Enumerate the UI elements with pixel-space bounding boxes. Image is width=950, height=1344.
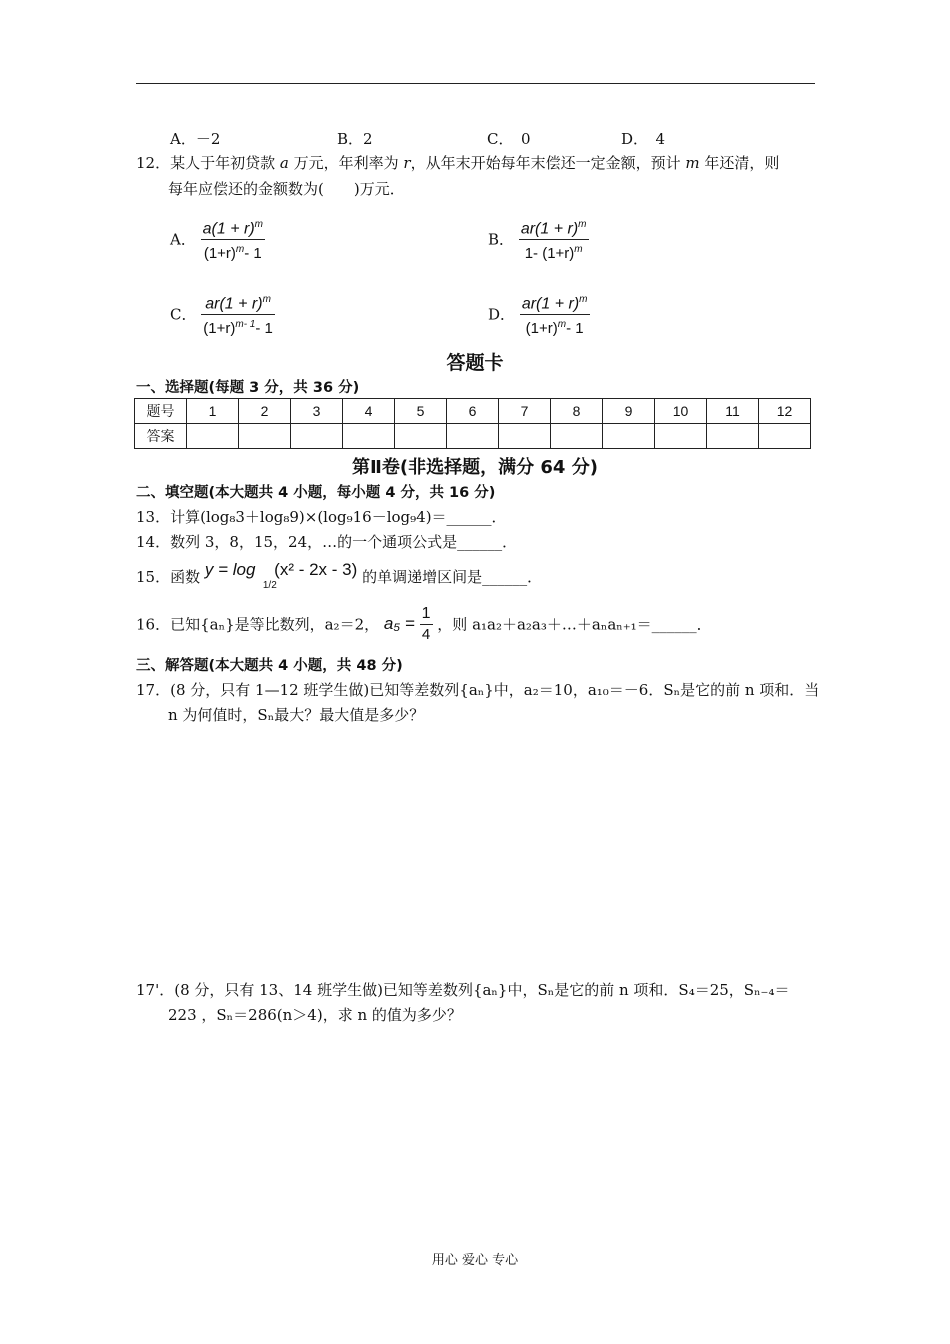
grid-number-cell: 5 <box>395 399 447 424</box>
section-3-heading: 三、解答题(本大题共 4 小题，共 48 分) <box>136 658 403 674</box>
q12-option-c-fraction: $\frac{ar(1 + r)^m}{(1+r)^{m- 1}- 1}$ <box>201 289 275 339</box>
page-footer: 用心 爱心 专心 <box>431 1253 519 1268</box>
answer-cell[interactable] <box>291 424 343 449</box>
q12-option-a-fraction: $\frac{a(1 + r)^m}{(1+r)^m- 1}$ <box>201 214 265 264</box>
answer-cell[interactable] <box>707 424 759 449</box>
answer-cell[interactable] <box>187 424 239 449</box>
q11-option-b: B．2 <box>337 130 373 148</box>
q16-a5: a₅ = <box>383 614 415 633</box>
grid-number-cell: 8 <box>551 399 603 424</box>
q11-option-c: C． 0 <box>487 130 531 148</box>
grid-number-cell: 3 <box>291 399 343 424</box>
grid-number-cell: 2 <box>239 399 291 424</box>
q15-log-base: 1/2 <box>262 580 277 591</box>
answer-cell[interactable] <box>499 424 551 449</box>
q12-option-d: D． $\frac{ar(1 + r)^m}{(1+r)^m- 1}$ <box>488 289 590 339</box>
answer-grid-answer-row <box>135 424 811 449</box>
answer-grid-number-row <box>135 399 811 424</box>
grid-number-cell: 9 <box>603 399 655 424</box>
q12-option-c: C． $\frac{ar(1 + r)^m}{(1+r)^{m- 1}- 1}$ <box>170 289 275 339</box>
q12-line2: 每年应偿还的金额数为( )万元． <box>168 180 405 198</box>
question-15: 15．函数 y = log 1/2 (x² - 2x - 3) 的单调递增区间是______． <box>136 560 543 591</box>
grid-number-cell: 10 <box>655 399 707 424</box>
answer-cell[interactable] <box>447 424 499 449</box>
grid-number-cell: 12 <box>759 399 811 424</box>
q12-option-d-fraction: $\frac{ar(1 + r)^m}{(1+r)^m- 1}$ <box>520 289 590 339</box>
answer-cell[interactable] <box>395 424 447 449</box>
part-2-title: 第Ⅱ卷(非选择题，满分 64 分) <box>352 457 598 478</box>
grid-number-cell: 7 <box>499 399 551 424</box>
q15-log-formula: y = log <box>204 560 256 579</box>
answer-cell[interactable] <box>551 424 603 449</box>
answer-card-title: 答题卡 <box>446 352 504 374</box>
grid-header-answer: 答案 <box>135 424 187 449</box>
section-2-heading: 二、填空题(本大题共 4 小题，每小题 4 分，共 16 分) <box>136 485 496 501</box>
q12-option-a: A． $\frac{a(1 + r)^m}{(1+r)^m- 1}$ <box>170 214 265 264</box>
q12-option-b-fraction: $\frac{ar(1 + r)^m}{1- (1+r)^m}$ <box>519 214 589 264</box>
section-1-heading: 一、选择题(每题 3 分，共 36 分) <box>136 380 360 396</box>
header-rule <box>136 83 815 84</box>
question-17p-line2: 223 ，Sₙ＝286(n＞4)，求 n 的值为多少？ <box>168 1006 462 1024</box>
grid-number-cell: 4 <box>343 399 395 424</box>
answer-cell[interactable] <box>343 424 395 449</box>
answer-grid <box>134 398 811 449</box>
answer-cell[interactable] <box>603 424 655 449</box>
question-13: 13．计算(log₈3＋log₈9)×(log₉16－log₉4)＝______． <box>136 508 507 526</box>
grid-number-cell: 6 <box>447 399 499 424</box>
question-17p-line1: 17'．(8 分，只有 13、14 班学生做)已知等差数列{aₙ}中，Sₙ是它的前 n 项和．S₄＝25，Sₙ₋₄＝ <box>136 981 790 999</box>
q16-fraction: $\frac{1}{4}$ <box>421 605 431 643</box>
grid-number-cell: 11 <box>707 399 759 424</box>
q12-option-b: B． $\frac{ar(1 + r)^m}{1- (1+r)^m}$ <box>488 214 589 264</box>
question-14: 14．数列 3，8，15，24，…的一个通项公式是______． <box>136 533 518 551</box>
q11-option-d: D． 4 <box>621 130 666 148</box>
q15-log-argument: (x² - 2x - 3) <box>274 560 358 579</box>
answer-cell[interactable] <box>655 424 707 449</box>
question-16: 16．已知{aₙ}是等比数列，a₂＝2， a₅ = $\frac{1}{4}$ ，则 a₁a₂＋a₂a₃＋…＋aₙaₙ₊₁＝______． <box>136 605 712 643</box>
q11-option-a: A．－2 <box>170 130 221 148</box>
grid-header-number: 题号 <box>135 399 187 424</box>
answer-cell[interactable] <box>759 424 811 449</box>
grid-number-cell: 1 <box>187 399 239 424</box>
question-17-line1: 17．(8 分，只有 1—12 班学生做)已知等差数列{aₙ}中，a₂＝10，a₁₀＝－6．Sₙ是它的前 n 项和．当 <box>136 681 820 699</box>
question-17-line2: n 为何值时，Sₙ最大？最大值是多少？ <box>168 706 425 724</box>
q12-line1: 12．某人于年初贷款 a 万元，年利率为 r，从年末开始每年末偿还一定金额，预计 m 年还清，则 <box>136 154 780 172</box>
answer-cell[interactable] <box>239 424 291 449</box>
